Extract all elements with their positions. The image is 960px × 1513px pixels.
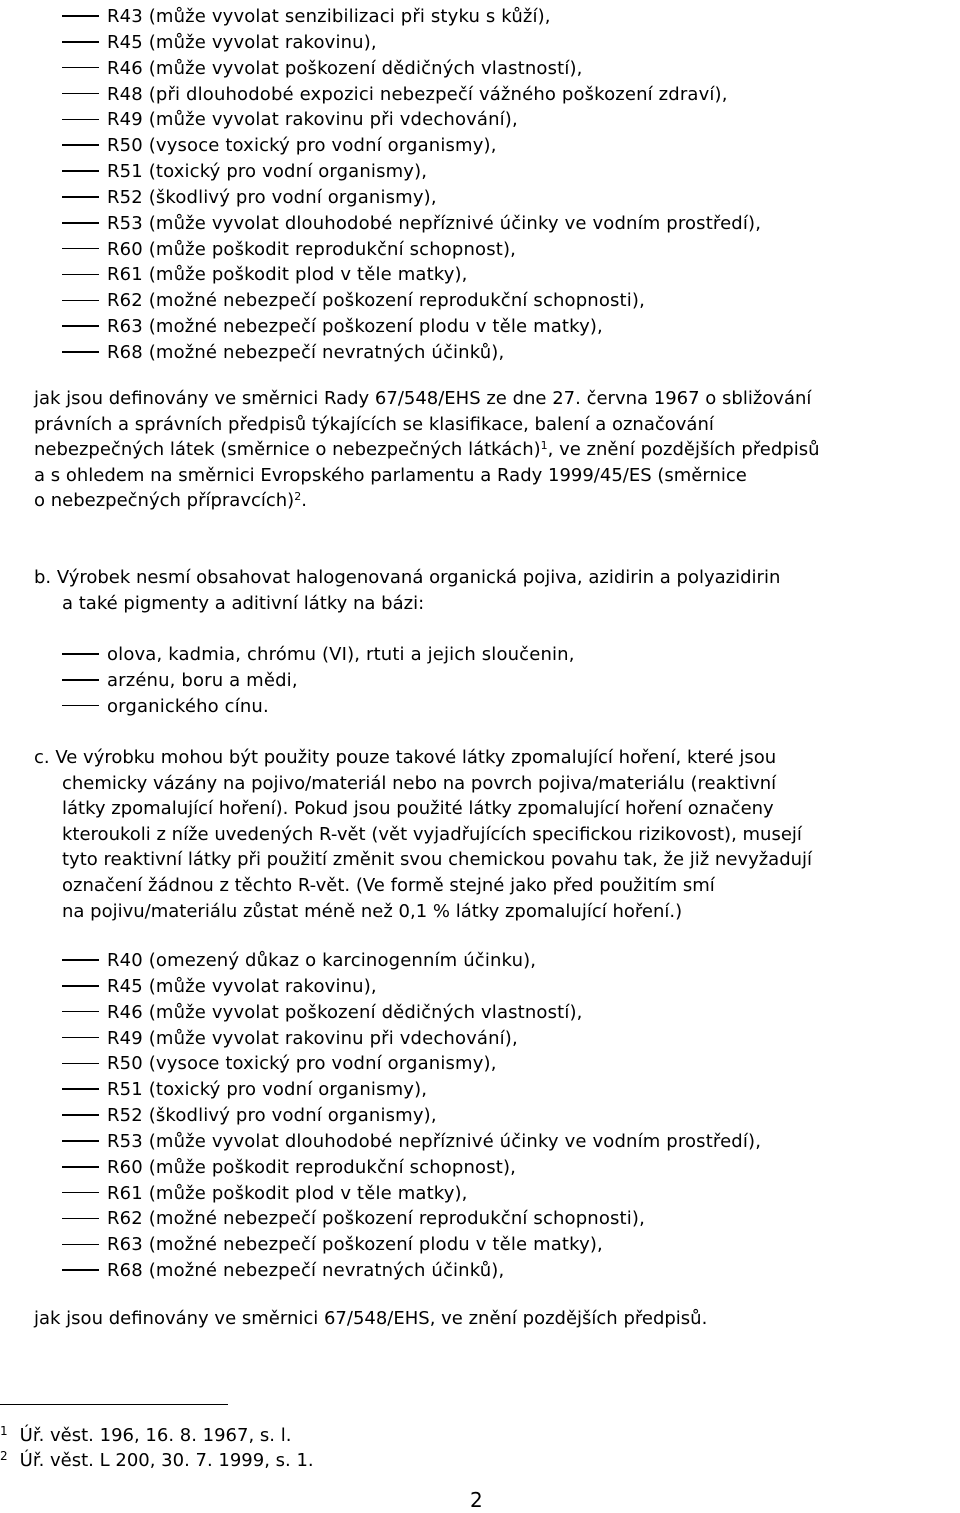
dash-bullet <box>62 1063 99 1065</box>
list-item: R48 (při dlouhodobé expozici nebezpečí vážného poškození zdraví), <box>62 82 761 108</box>
list-item: R50 (vysoce toxický pro vodní organismy), <box>62 133 761 159</box>
list-item: R43 (může vyvolat senzibilizaci při styku s kůží), <box>62 4 761 30</box>
list-item: R62 (možné nebezpečí poškození reprodukční schopnosti), <box>62 1206 761 1232</box>
dash-bullet <box>62 274 99 276</box>
list-item: R51 (toxický pro vodní organismy), <box>62 1077 761 1103</box>
footnote: $^2$ Úř. věst. L 200, 30. 7. 1999, s. 1. <box>0 1449 314 1471</box>
page-number: 2 <box>470 1488 483 1512</box>
list-item: R53 (může vyvolat dlouhodobé nepříznivé účinky ve vodním prostředí), <box>62 1129 761 1155</box>
list-item: R61 (může poškodit plod v těle matky), <box>62 262 761 288</box>
list-item: R62 (možné nebezpečí poškození reprodukční schopnosti), <box>62 288 761 314</box>
closing-paragraph: jak jsou definovány ve směrnici 67/548/EHS, ve znění pozdějších předpisů. <box>34 1308 708 1329</box>
list-item: R63 (možné nebezpečí poškození plodu v těle matky), <box>62 1232 761 1258</box>
dash-bullet <box>62 985 99 987</box>
dash-bullet <box>62 1088 99 1090</box>
dash-bullet <box>62 248 99 250</box>
list-item: R68 (možné nebezpečí nevratných účinků), <box>62 340 761 366</box>
list-item: R52 (škodlivý pro vodní organismy), <box>62 1103 761 1129</box>
list-item: R50 (vysoce toxický pro vodní organismy), <box>62 1051 761 1077</box>
footnote: $^1$ Úř. věst. 196, 16. 8. 1967, s. l. <box>0 1424 292 1446</box>
list-item: R53 (může vyvolat dlouhodobé nepříznivé účinky ve vodním prostředí), <box>62 211 761 237</box>
list-item: R60 (může poškodit reprodukční schopnost), <box>62 237 761 263</box>
dash-bullet <box>62 1037 99 1039</box>
footnote-ref: 2 <box>294 490 302 504</box>
dash-bullet <box>62 1218 99 1220</box>
dash-bullet <box>62 653 99 655</box>
dash-bullet <box>62 351 99 353</box>
dash-bullet <box>62 1114 99 1116</box>
list-item: olova, kadmia, chrómu (VI), rtuti a jejich sloučenin, <box>62 642 575 668</box>
list-item: R63 (možné nebezpečí poškození plodu v těle matky), <box>62 314 761 340</box>
r-phrase-list-1 <box>62 4 761 366</box>
list-item: R52 (škodlivý pro vodní organismy), <box>62 185 761 211</box>
footnote-mark: 2 <box>0 1449 8 1463</box>
dash-bullet <box>62 170 99 172</box>
dash-bullet <box>62 300 99 302</box>
dash-bullet <box>62 144 99 146</box>
dash-bullet <box>62 1192 99 1194</box>
footnote-ref: 1 <box>540 439 548 453</box>
dash-bullet <box>62 196 99 198</box>
list-item: R45 (může vyvolat rakovinu), <box>62 30 761 56</box>
dash-bullet <box>62 705 99 707</box>
dash-bullet <box>62 1244 99 1246</box>
list-item: R49 (může vyvolat rakovinu při vdechování), <box>62 1026 761 1052</box>
dash-bullet <box>62 41 99 43</box>
dash-bullet <box>62 1269 99 1271</box>
dash-bullet <box>62 222 99 224</box>
section-b: b. Výrobek nesmí obsahovat halogenovaná organická pojiva, azidirin a polyazidirin a také pigmenty a aditivní látky na bázi: <box>34 567 781 614</box>
section-c: c. Ve výrobku mohou být použity pouze takové látky zpomalující hoření, které jsou chemicky vázány na pojivo/materiál nebo na povrch pojiva/materiálu (reaktivní látky zpomalující hoření). Pokud jsou použité látky zpomalující hoření označeny kteroukoli z níže uvedených R-vět (vět vyjadřujících specifickou rizikovost), musejí tyto reaktivní látky při použití změnit svou chemickou povahu tak, že již nevyžadují označení žádnou z těchto R-vět. (Ve formě stejné jako před použitím smí na pojivu/materiálu zůstat méně než 0,1 % látky zpomalující hoření.) <box>34 747 813 922</box>
list-item: R49 (může vyvolat rakovinu při vdechování), <box>62 107 761 133</box>
list-item: organického cínu. <box>62 694 575 720</box>
dash-bullet <box>62 959 99 961</box>
dash-bullet <box>62 67 99 69</box>
definition-paragraph: jak jsou definovány ve směrnici Rady 67/548/EHS ze dne 27. června 1967 o sbližování právních a správních předpisů týkajících se klasifikace, balení a označování nebezpečných látek (směrnice o nebezpečných látkách)$^1$, ve znění pozdějších předpisů a s ohledem na směrnici Evropského parlamentu a Rady 1999/45/ES (směrnice o nebezpečných přípravcích)$^2$. <box>34 388 820 512</box>
section-b-list <box>62 642 575 720</box>
r-phrase-list-2 <box>62 948 761 1284</box>
dash-bullet <box>62 325 99 327</box>
dash-bullet <box>62 93 99 95</box>
dash-bullet <box>62 1011 99 1013</box>
list-item: R40 (omezený důkaz o karcinogenním účinku), <box>62 948 761 974</box>
dash-bullet <box>62 119 99 121</box>
list-item: R45 (může vyvolat rakovinu), <box>62 974 761 1000</box>
footnote-mark: 1 <box>0 1424 8 1438</box>
list-item: R46 (může vyvolat poškození dědičných vlastností), <box>62 1000 761 1026</box>
list-item: R68 (možné nebezpečí nevratných účinků), <box>62 1258 761 1284</box>
list-item: R61 (může poškodit plod v těle matky), <box>62 1181 761 1207</box>
dash-bullet <box>62 1140 99 1142</box>
dash-bullet <box>62 15 99 17</box>
dash-bullet <box>62 679 99 681</box>
list-item: R46 (může vyvolat poškození dědičných vlastností), <box>62 56 761 82</box>
footnote-separator <box>0 1404 228 1405</box>
dash-bullet <box>62 1166 99 1168</box>
list-item: arzénu, boru a mědi, <box>62 668 575 694</box>
list-item: R60 (může poškodit reprodukční schopnost), <box>62 1155 761 1181</box>
list-item: R51 (toxický pro vodní organismy), <box>62 159 761 185</box>
